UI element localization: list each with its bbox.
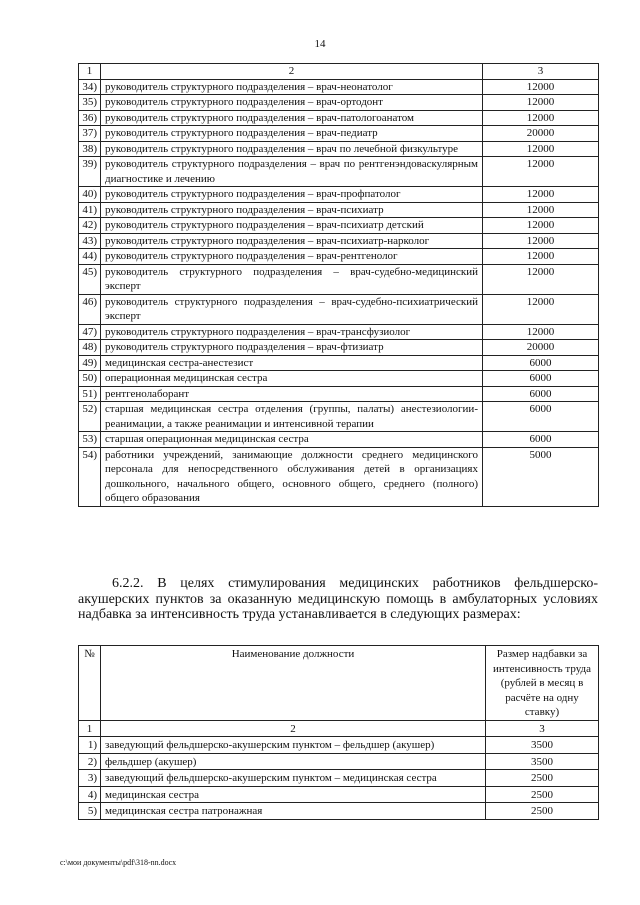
table-row — [79, 737, 599, 754]
bonus-amount: 12000 — [483, 264, 599, 294]
table-row — [79, 803, 599, 820]
bonus-amount: 20000 — [483, 340, 599, 356]
position-name: медицинская сестра патронажная — [101, 803, 486, 820]
position-name: заведующий фельдшерско-акушерским пунктом – медицинская сестра — [101, 770, 486, 787]
bonus-amount: 12000 — [483, 294, 599, 324]
position-name: медицинская сестра — [101, 786, 486, 803]
row-number: 34) — [79, 79, 101, 95]
position-name: руководитель структурного подразделения – врач-психиатр детский — [101, 218, 483, 234]
table-row — [79, 386, 599, 402]
bonus-amount: 12000 — [483, 95, 599, 111]
bonus-amount: 6000 — [483, 371, 599, 387]
row-number: 46) — [79, 294, 101, 324]
bonus-amount: 6000 — [483, 355, 599, 371]
row-number: 2) — [79, 753, 101, 770]
header-position-name: Наименование должности — [101, 646, 486, 721]
table-row — [79, 233, 599, 249]
table-row — [79, 218, 599, 234]
column-index-3: 3 — [486, 720, 599, 737]
position-name: руководитель структурного подразделения – врач по рентгенэндоваскулярным диагностике и лечению — [101, 157, 483, 187]
header-number: № — [79, 646, 101, 721]
position-name: руководитель структурного подразделения – врач-психиатр-нарколог — [101, 233, 483, 249]
bonus-amount: 12000 — [483, 249, 599, 265]
row-number: 1) — [79, 737, 101, 754]
position-name: операционная медицинская сестра — [101, 371, 483, 387]
position-name: руководитель структурного подразделения – врач-профпатолог — [101, 187, 483, 203]
page-number: 14 — [314, 38, 326, 50]
bonus-amount: 6000 — [483, 386, 599, 402]
table-row — [79, 249, 599, 265]
position-name: рентгенолаборант — [101, 386, 483, 402]
bonus-amount: 12000 — [483, 157, 599, 187]
bonus-amount: 3500 — [486, 753, 599, 770]
position-name: руководитель структурного подразделения – врач-педиатр — [101, 126, 483, 142]
paragraph-text: 6.2.2. В целях стимулирования медицинских работников фельдшерско-акушерских пунктов за оказанную медицинскую помощь в амбулаторных условиях надбавка за интенсивность труда устанавливается в следующих размерах: — [78, 576, 598, 622]
bonus-amount: 5000 — [483, 447, 599, 506]
position-name: руководитель структурного подразделения – врач-психиатр — [101, 202, 483, 218]
table-row — [79, 324, 599, 340]
bonus-amount: 6000 — [483, 432, 599, 448]
row-number: 42) — [79, 218, 101, 234]
position-name: руководитель структурного подразделения – врач-судебно-психиатрический эксперт — [101, 294, 483, 324]
table-header-row — [79, 646, 599, 721]
column-index-1: 1 — [79, 64, 101, 80]
position-name: руководитель структурного подразделения – врач-фтизиатр — [101, 340, 483, 356]
table-row — [79, 402, 599, 432]
table-row — [79, 340, 599, 356]
table-row — [79, 753, 599, 770]
bonus-amount: 12000 — [483, 233, 599, 249]
table-row — [79, 432, 599, 448]
table-row — [79, 126, 599, 142]
header-bonus-size: Размер надбавки за интенсивность труда (рублей в месяц в расчёте на одну ставку) — [486, 646, 599, 721]
bonus-amount: 12000 — [483, 141, 599, 157]
position-name: руководитель структурного подразделения – врач-патологоанатом — [101, 110, 483, 126]
row-number: 54) — [79, 447, 101, 506]
position-name: руководитель структурного подразделения – врач-судебно-медицинский эксперт — [101, 264, 483, 294]
position-name: руководитель структурного подразделения – врач-рентгенолог — [101, 249, 483, 265]
row-number: 48) — [79, 340, 101, 356]
table-row — [79, 157, 599, 187]
row-number: 51) — [79, 386, 101, 402]
row-number: 43) — [79, 233, 101, 249]
position-name: руководитель структурного подразделения – врач-ортодонт — [101, 95, 483, 111]
row-number: 39) — [79, 157, 101, 187]
bonus-amount: 12000 — [483, 187, 599, 203]
table-row — [79, 371, 599, 387]
column-index-2: 2 — [101, 720, 486, 737]
position-name: медицинская сестра-анестезист — [101, 355, 483, 371]
row-number: 44) — [79, 249, 101, 265]
bonus-amount: 20000 — [483, 126, 599, 142]
table-row — [79, 770, 599, 787]
bonus-amount: 12000 — [483, 79, 599, 95]
row-number: 47) — [79, 324, 101, 340]
row-number: 36) — [79, 110, 101, 126]
row-number: 3) — [79, 770, 101, 787]
position-name: старшая медицинская сестра отделения (группы, палаты) анестезиологии-реанимации, а также реанимации и интенсивной терапии — [101, 402, 483, 432]
row-number: 50) — [79, 371, 101, 387]
bonus-amount: 12000 — [483, 324, 599, 340]
position-name: заведующий фельдшерско-акушерским пунктом – фельдшер (акушер) — [101, 737, 486, 754]
row-number: 4) — [79, 786, 101, 803]
bonus-amount: 3500 — [486, 737, 599, 754]
position-name: руководитель структурного подразделения – врач-трансфузиолог — [101, 324, 483, 340]
position-name: фельдшер (акушер) — [101, 753, 486, 770]
position-name: руководитель структурного подразделения – врач по лечебной физкультуре — [101, 141, 483, 157]
file-path-footer: c:\мои документы\pdf\318-nn.docx — [60, 858, 177, 867]
table-row — [79, 141, 599, 157]
column-index-3: 3 — [483, 64, 599, 80]
row-number: 49) — [79, 355, 101, 371]
column-index-2: 2 — [101, 64, 483, 80]
positions-table-continued — [78, 63, 599, 507]
bonus-amount: 12000 — [483, 110, 599, 126]
row-number: 5) — [79, 803, 101, 820]
bonus-amount: 2500 — [486, 786, 599, 803]
bonus-amount: 12000 — [483, 218, 599, 234]
table-row — [79, 355, 599, 371]
table-row — [79, 79, 599, 95]
table-index-row — [79, 720, 599, 737]
table-row — [79, 110, 599, 126]
feldsher-bonus-table — [78, 645, 599, 820]
position-name: руководитель структурного подразделения – врач-неонатолог — [101, 79, 483, 95]
table-row — [79, 95, 599, 111]
table-row — [79, 447, 599, 506]
bonus-amount: 6000 — [483, 402, 599, 432]
row-number: 52) — [79, 402, 101, 432]
row-number: 40) — [79, 187, 101, 203]
row-number: 45) — [79, 264, 101, 294]
row-number: 41) — [79, 202, 101, 218]
row-number: 38) — [79, 141, 101, 157]
column-index-1: 1 — [79, 720, 101, 737]
table-header-row — [79, 64, 599, 80]
table-row — [79, 294, 599, 324]
bonus-amount: 2500 — [486, 770, 599, 787]
section-paragraph — [78, 576, 598, 623]
bonus-amount: 12000 — [483, 202, 599, 218]
row-number: 37) — [79, 126, 101, 142]
row-number: 53) — [79, 432, 101, 448]
table-row — [79, 202, 599, 218]
table-row — [79, 264, 599, 294]
row-number: 35) — [79, 95, 101, 111]
position-name: старшая операционная медицинская сестра — [101, 432, 483, 448]
table-row — [79, 786, 599, 803]
table-row — [79, 187, 599, 203]
bonus-amount: 2500 — [486, 803, 599, 820]
position-name: работники учреждений, занимающие должности среднего медицинского персонала для непосредственного обслуживания детей в организациях дошкольного, начального общего, основного общего, среднего (полного) общего образования — [101, 447, 483, 506]
